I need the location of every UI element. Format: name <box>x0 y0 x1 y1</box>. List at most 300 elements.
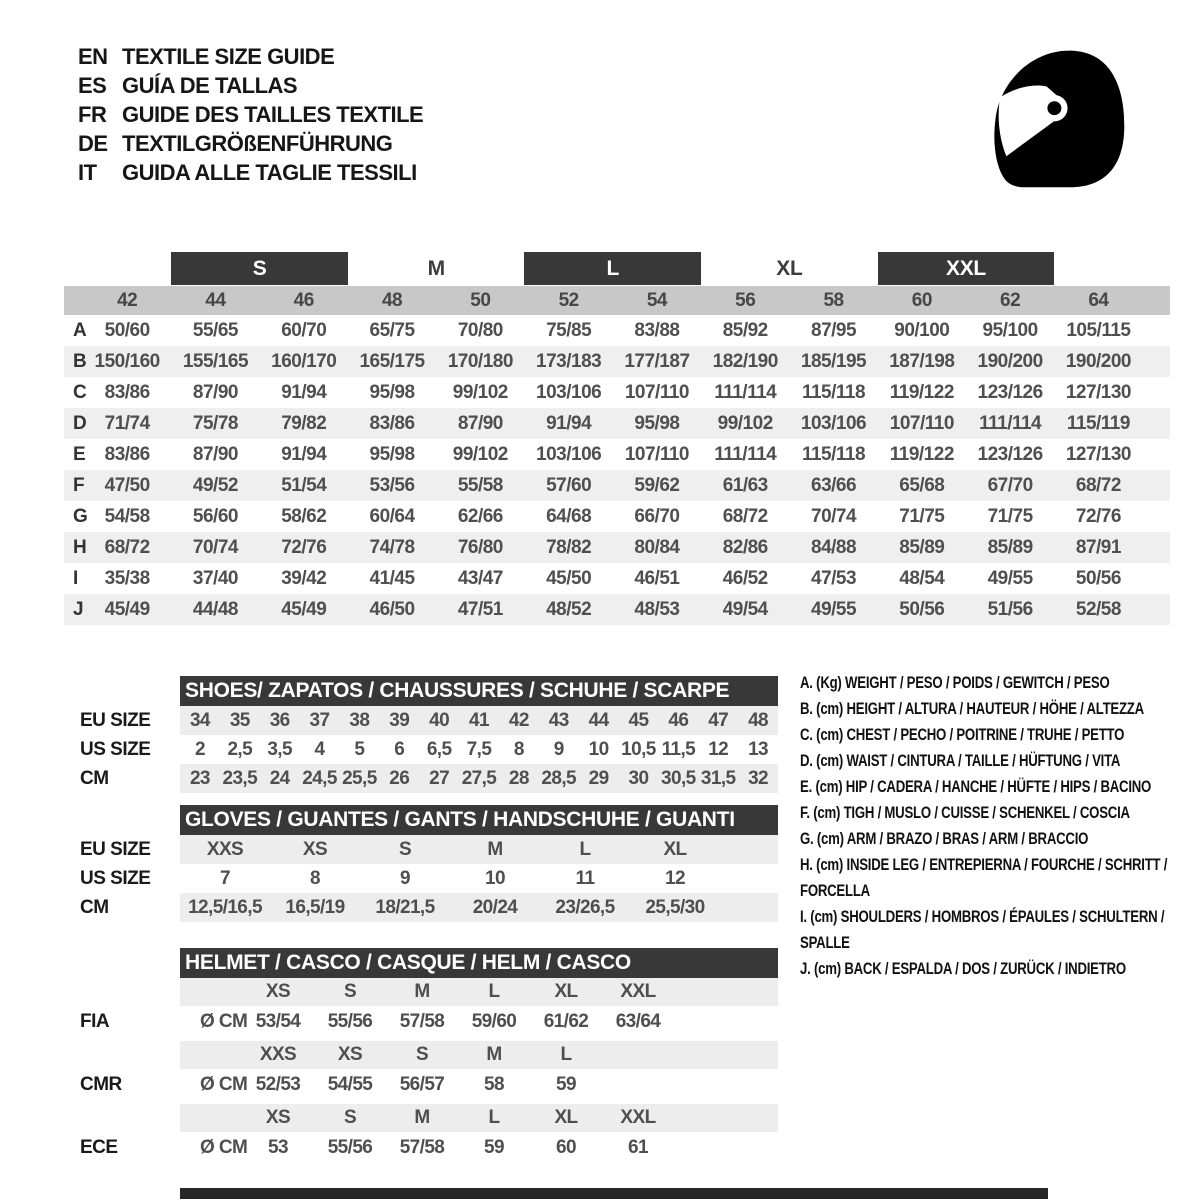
textile-size-table <box>64 252 1170 625</box>
helmet-size-label: M <box>414 981 430 1002</box>
measurement-value: 185/195 <box>800 350 867 372</box>
value-cell: 28,5 <box>541 767 577 789</box>
value-cell: 6 <box>394 738 405 760</box>
legend-text: WEIGHT / PESO / POIDS / GEWITCH / PESO <box>845 674 1110 692</box>
legend-unit: (Kg) <box>816 674 842 692</box>
helmet-size-band-row <box>80 978 778 1006</box>
helmet-value: 56/57 <box>399 1074 445 1095</box>
value-cell: 23 <box>189 767 210 789</box>
gloves-row <box>80 864 778 893</box>
value-cell: 24,5 <box>302 767 337 789</box>
measurement-value: 44/48 <box>192 598 238 620</box>
helmet-size-band <box>180 1041 778 1069</box>
measurement-value: 111/114 <box>714 381 777 403</box>
legend-item <box>800 852 1200 904</box>
helmet-size-label: XS <box>265 981 291 1002</box>
guide-title: TEXTILGRÖßENFÜHRUNG <box>122 130 393 156</box>
value-cell: 43 <box>548 709 569 731</box>
measurement-value: 87/90 <box>192 381 238 403</box>
value-cell: 7 <box>220 867 230 889</box>
standard-label: ECE <box>80 1137 118 1158</box>
value-cell: 39 <box>389 709 410 731</box>
shoes-row <box>80 706 778 735</box>
measurement-value: 70/74 <box>811 505 857 527</box>
spacer <box>80 805 180 835</box>
measurement-value: 107/110 <box>889 412 954 434</box>
helmet-value: 59 <box>556 1074 576 1095</box>
measurement-value: 187/198 <box>889 350 955 372</box>
measurement-value: 103/106 <box>536 381 602 403</box>
helmet-size-label: M <box>486 1044 502 1065</box>
row-values <box>180 893 778 922</box>
helmet-value: 61 <box>628 1137 648 1158</box>
helmet-values <box>180 1069 778 1101</box>
value-cell: 3,5 <box>267 738 292 760</box>
legend-text: HEIGHT / ALTURA / HAUTEUR / HÖHE / ALTEZZA <box>846 700 1144 718</box>
value-cell: S <box>398 838 412 860</box>
row-label: CM <box>80 896 109 918</box>
legend-item <box>800 670 1200 696</box>
value-cell: 16,5/19 <box>285 896 345 918</box>
measurement-value: 71/75 <box>987 505 1033 527</box>
measurement-value: 105/115 <box>1066 319 1131 341</box>
size-number: 54 <box>646 289 667 311</box>
legend-unit: (cm) <box>816 830 844 848</box>
measurement-value: 59/62 <box>634 474 680 496</box>
value-cell: M <box>487 838 503 860</box>
diameter-label: Ø CM <box>200 1011 248 1032</box>
language-row <box>78 71 423 100</box>
measurement-value: 43/47 <box>457 567 503 589</box>
measurement-value: 54/58 <box>104 505 150 527</box>
measurement-value: 160/170 <box>271 350 337 372</box>
legend-unit: (cm) <box>813 804 841 822</box>
size-number: 56 <box>735 289 756 311</box>
size-group-m: M <box>427 256 445 280</box>
size-group-s: S <box>171 252 348 285</box>
measurement-value: 49/54 <box>722 598 768 620</box>
measurement-value: 53/56 <box>369 474 415 496</box>
value-cell: 36 <box>269 709 290 731</box>
legend-text: INSIDE LEG / ENTREPIERNA / FOURCHE / SCHRITT / FORCELLA <box>800 856 1168 900</box>
measurement-value: 78/82 <box>546 536 592 558</box>
measurement-value: 107/110 <box>624 381 689 403</box>
legend-key: C. <box>800 726 813 744</box>
legend-unit: (cm) <box>816 700 844 718</box>
row-label: D <box>73 412 87 434</box>
size-number: 58 <box>823 289 844 311</box>
row-label: G <box>73 505 88 527</box>
value-cell: 47 <box>708 709 729 731</box>
shoes-title-bar: SHOES/ ZAPATOS / CHAUSSURES / SCHUHE / SCARPE <box>180 676 778 706</box>
measurement-value: 70/74 <box>192 536 238 558</box>
legend-unit: (cm) <box>816 856 844 874</box>
measurement-value: 46/51 <box>634 567 680 589</box>
value-cell: 4 <box>314 738 325 760</box>
value-cell: 24 <box>269 767 290 789</box>
standard-label: CMR <box>80 1074 122 1095</box>
measurement-value: 123/126 <box>977 381 1043 403</box>
legend-unit: (cm) <box>815 778 843 796</box>
guide-title: GUÍA DE TALLAS <box>122 72 298 98</box>
measurement-value: 75/85 <box>546 319 592 341</box>
legend-key: D. <box>800 752 813 770</box>
helmet-value: 58 <box>484 1074 504 1095</box>
legend-key: E. <box>800 778 812 796</box>
helmet-value: 63/64 <box>615 1011 661 1032</box>
legend-text: BACK / ESPALDA / DOS / ZURÜCK / INDIETRO <box>844 960 1126 978</box>
legend-list <box>800 670 1200 982</box>
table-title-row <box>80 948 778 978</box>
value-cell: 34 <box>189 709 210 731</box>
size-number: 46 <box>293 289 314 311</box>
value-cell: 9 <box>553 738 564 760</box>
value-cell: 37 <box>309 709 330 731</box>
measurement-value: 39/42 <box>281 567 327 589</box>
table-title-row <box>80 805 778 835</box>
measurement-value: 61/63 <box>722 474 768 496</box>
measurement-value: 190/200 <box>1065 350 1131 372</box>
value-cell: 10 <box>588 738 609 760</box>
value-cell: 27 <box>429 767 450 789</box>
value-cell: 40 <box>429 709 450 731</box>
language-code: FR <box>78 101 107 127</box>
measurement-value: 150/160 <box>94 350 160 372</box>
measurement-value: 155/165 <box>182 350 249 372</box>
size-number: 64 <box>1088 289 1109 311</box>
helmet-size-band <box>180 1104 778 1132</box>
helmet-values <box>180 1132 778 1164</box>
row-label: US SIZE <box>80 738 151 760</box>
measurement-value: 111/114 <box>979 412 1042 434</box>
measurement-value: 47/50 <box>104 474 150 496</box>
measurement-value: 127/130 <box>1065 443 1131 465</box>
measurement-value: 60/70 <box>281 319 327 341</box>
footer-bar <box>180 1188 1048 1199</box>
measurement-value: 115/119 <box>1066 412 1130 434</box>
value-cell: 32 <box>748 767 769 789</box>
language-code: IT <box>78 159 97 185</box>
value-cell: 30 <box>628 767 649 789</box>
size-number: 52 <box>558 289 579 311</box>
measurement-value: 50/60 <box>104 319 150 341</box>
value-cell: 12,5/16,5 <box>188 896 262 918</box>
shoes-size-table <box>80 676 778 793</box>
value-cell: 8 <box>513 738 524 760</box>
row-values <box>180 706 778 735</box>
size-number: 50 <box>470 289 491 311</box>
size-number: 48 <box>381 289 403 311</box>
measurement-value: 177/187 <box>624 350 690 372</box>
value-cell: 18/21,5 <box>375 896 435 918</box>
value-cell: 11 <box>575 867 595 889</box>
row-label: F <box>73 474 85 496</box>
language-row <box>78 42 423 71</box>
helmet-value: 57/58 <box>399 1011 445 1032</box>
helmet-size-label: S <box>343 981 357 1002</box>
measurement-value: 91/94 <box>546 412 592 434</box>
measurement-value: 41/45 <box>369 567 415 589</box>
helmet-size-label: L <box>488 1107 500 1128</box>
measurement-row <box>64 408 1170 439</box>
helmet-size-label: S <box>343 1107 357 1128</box>
measurement-value: 37/40 <box>192 567 238 589</box>
row-label: EU SIZE <box>80 838 151 860</box>
value-cell: 25,5/30 <box>645 896 705 918</box>
measurement-value: 99/102 <box>717 412 773 434</box>
measurement-row <box>64 315 1170 346</box>
gloves-title-bar: GLOVES / GUANTES / GANTS / HANDSCHUHE / GUANTI <box>180 805 778 835</box>
legend-key: F. <box>800 804 810 822</box>
measurement-value: 60/64 <box>369 505 415 527</box>
size-number: 42 <box>117 289 138 311</box>
helmet-size-band-row <box>80 1041 778 1069</box>
legend-unit: (cm) <box>816 752 844 770</box>
legend-unit: (cm) <box>810 908 838 926</box>
helmet-size-label: XL <box>554 981 578 1002</box>
helmet-size-band <box>180 978 778 1006</box>
measurement-value: 85/89 <box>987 536 1033 558</box>
legend-key: G. <box>800 830 814 848</box>
helmet-value-row <box>80 1132 778 1164</box>
measurement-value: 71/75 <box>899 505 945 527</box>
value-cell: 9 <box>400 867 410 889</box>
measurement-value: 83/86 <box>369 412 415 434</box>
legend-key: H. <box>800 856 813 874</box>
measurement-value: 50/56 <box>899 598 945 620</box>
helmet-value: 59 <box>484 1137 504 1158</box>
row-label: CM <box>80 767 109 789</box>
measurement-value: 35/38 <box>104 567 150 589</box>
measurement-value: 95/100 <box>982 319 1038 341</box>
size-group-row <box>64 252 1170 285</box>
row-label: EU SIZE <box>80 709 151 731</box>
measurement-value: 55/58 <box>457 474 503 496</box>
measurement-value: 173/183 <box>536 350 602 372</box>
legend-item <box>800 800 1200 826</box>
gloves-row <box>80 835 778 864</box>
measurement-value: 68/72 <box>1075 474 1121 496</box>
measurement-value: 68/72 <box>104 536 150 558</box>
helmet-value: 60 <box>556 1137 576 1158</box>
measurement-value: 63/66 <box>811 474 857 496</box>
measurement-value: 68/72 <box>722 505 768 527</box>
helmet-size-label: XS <box>337 1044 363 1065</box>
measurement-value: 91/94 <box>281 381 327 403</box>
measurement-value: 119/122 <box>889 381 954 403</box>
legend-text: WAIST / CINTURA / TAILLE / HÜFTUNG / VITA <box>846 752 1121 770</box>
size-number: 44 <box>205 289 226 311</box>
legend-item <box>800 696 1200 722</box>
language-code: ES <box>78 72 107 98</box>
measurement-value: 99/102 <box>452 443 508 465</box>
measurement-value: 50/56 <box>1075 567 1121 589</box>
guide-title: TEXTILE SIZE GUIDE <box>122 43 335 69</box>
measurement-row <box>64 346 1170 377</box>
value-cell: 6,5 <box>426 738 452 760</box>
row-values <box>180 764 778 793</box>
helmet-value: 55/56 <box>327 1011 373 1032</box>
measurement-value: 182/190 <box>712 350 778 372</box>
size-number-band <box>64 286 1170 315</box>
legend-text: TIGH / MUSLO / CUISSE / SCHENKEL / COSCIA <box>843 804 1130 822</box>
legend-item <box>800 748 1200 774</box>
measurement-value: 72/76 <box>1075 505 1121 527</box>
value-cell: 12 <box>708 738 729 760</box>
measurement-value: 62/66 <box>457 505 503 527</box>
helmet-size-label: XS <box>265 1107 291 1128</box>
row-values <box>180 835 778 864</box>
measurement-value: 190/200 <box>977 350 1043 372</box>
measurement-value: 58/62 <box>281 505 327 527</box>
value-cell: 48 <box>748 709 769 731</box>
table-title-row <box>80 676 778 706</box>
measurement-value: 66/70 <box>634 505 680 527</box>
measurement-value: 84/88 <box>811 536 857 558</box>
measurement-value: 47/51 <box>457 598 503 620</box>
language-list <box>78 42 423 187</box>
value-cell: 20/24 <box>472 896 518 918</box>
measurement-value: 49/52 <box>192 474 238 496</box>
helmet-size-label: S <box>415 1044 429 1065</box>
legend-key: J. <box>800 960 811 978</box>
language-code: EN <box>78 43 108 69</box>
helmet-value: 61/62 <box>543 1011 589 1032</box>
legend-item <box>800 826 1200 852</box>
value-cell: 2,5 <box>227 738 253 760</box>
measurement-value: 67/70 <box>987 474 1033 496</box>
value-cell: 2 <box>194 738 205 760</box>
measurement-value: 95/98 <box>634 412 680 434</box>
helmet-size-label: XXS <box>259 1044 297 1065</box>
value-cell: 27,5 <box>461 767 497 789</box>
measurement-value: 111/114 <box>714 443 777 465</box>
measurement-value: 127/130 <box>1065 381 1131 403</box>
helmet-value: 57/58 <box>399 1137 445 1158</box>
measurement-value: 87/90 <box>192 443 238 465</box>
value-cell: 13 <box>748 738 769 760</box>
row-label: H <box>73 536 87 558</box>
measurement-value: 47/53 <box>811 567 857 589</box>
helmet-values <box>180 1006 778 1038</box>
spacer <box>80 948 180 978</box>
row-label: E <box>73 443 86 465</box>
row-label: I <box>73 567 79 589</box>
value-cell: 45 <box>628 709 649 731</box>
measurement-value: 70/80 <box>457 319 503 341</box>
legend-text: CHEST / PECHO / POITRINE / TRUHE / PETTO <box>846 726 1125 744</box>
standard-label: FIA <box>80 1011 110 1032</box>
measurement-value: 123/126 <box>977 443 1043 465</box>
legend-item <box>800 774 1200 800</box>
language-row <box>78 100 423 129</box>
value-cell: XL <box>663 838 687 860</box>
legend-key: B. <box>800 700 813 718</box>
measurement-value: 115/118 <box>801 443 866 465</box>
measurement-value: 79/82 <box>281 412 327 434</box>
gloves-row <box>80 893 778 922</box>
row-label: US SIZE <box>80 867 151 889</box>
helmet-size-band-row <box>80 1104 778 1132</box>
measurement-value: 87/90 <box>457 412 503 434</box>
legend-unit: (cm) <box>816 726 844 744</box>
measurement-value: 46/50 <box>369 598 415 620</box>
value-cell: 41 <box>469 709 489 731</box>
measurement-row <box>64 470 1170 501</box>
measurement-value: 49/55 <box>987 567 1033 589</box>
row-values <box>180 735 778 764</box>
helmet-size-label: XXL <box>620 1107 656 1128</box>
measurement-value: 115/118 <box>801 381 866 403</box>
measurement-value: 87/91 <box>1075 536 1121 558</box>
size-number: 60 <box>911 289 932 311</box>
value-cell: L <box>579 838 591 860</box>
measurement-value: 83/86 <box>104 381 150 403</box>
measurement-value: 95/98 <box>369 443 415 465</box>
helmet-size-label: XXL <box>620 981 656 1002</box>
value-cell: 10 <box>485 867 505 889</box>
measurement-value: 51/56 <box>987 598 1033 620</box>
measurement-value: 74/78 <box>369 536 415 558</box>
diameter-label: Ø CM <box>200 1137 248 1158</box>
helmet-size-label: XL <box>554 1107 578 1128</box>
measurement-value: 48/53 <box>634 598 680 620</box>
value-cell: 26 <box>389 767 410 789</box>
legend-unit: (cm) <box>813 960 841 978</box>
measurement-value: 107/110 <box>624 443 689 465</box>
measurement-value: 90/100 <box>894 319 950 341</box>
measurement-row <box>64 594 1170 625</box>
spacer <box>80 676 180 706</box>
value-cell: 7,5 <box>466 738 492 760</box>
helmet-size-table <box>80 948 778 1167</box>
helmet-value-row <box>80 1069 778 1101</box>
measurement-value: 71/74 <box>104 412 150 434</box>
measurement-value: 76/80 <box>457 536 503 558</box>
value-cell: 35 <box>229 709 250 731</box>
size-group-xxl: XXL <box>878 252 1055 285</box>
legend-text: ARM / BRAZO / BRAS / ARM / BRACCIO <box>846 830 1089 848</box>
value-cell: 10,5 <box>621 738 656 760</box>
row-label: B <box>73 350 87 372</box>
measurement-value: 95/98 <box>369 381 415 403</box>
measurement-value: 57/60 <box>546 474 592 496</box>
measurement-value: 85/89 <box>899 536 945 558</box>
measurement-value: 170/180 <box>447 350 513 372</box>
helmet-value: 59/60 <box>471 1011 517 1032</box>
helmet-size-label: L <box>488 981 500 1002</box>
measurement-value: 103/106 <box>536 443 602 465</box>
legend-key: A. <box>800 674 813 692</box>
value-cell: 31,5 <box>700 767 736 789</box>
measurement-value: 83/86 <box>104 443 150 465</box>
shoes-row <box>80 764 778 793</box>
measurement-value: 51/54 <box>281 474 327 496</box>
measurement-value: 83/88 <box>634 319 680 341</box>
measurement-value: 45/49 <box>104 598 150 620</box>
measurement-value: 99/102 <box>452 381 508 403</box>
value-cell: 46 <box>668 709 689 731</box>
helmet-value: 55/56 <box>327 1137 373 1158</box>
value-cell: 12 <box>665 867 685 889</box>
value-cell: 30,5 <box>661 767 696 789</box>
helmet-size-label: L <box>560 1044 572 1065</box>
measurement-value: 65/68 <box>899 474 945 496</box>
value-cell: 44 <box>588 709 609 731</box>
value-cell: 11,5 <box>661 738 696 760</box>
helmet-value-row <box>80 1006 778 1038</box>
measurement-value: 52/58 <box>1075 598 1121 620</box>
